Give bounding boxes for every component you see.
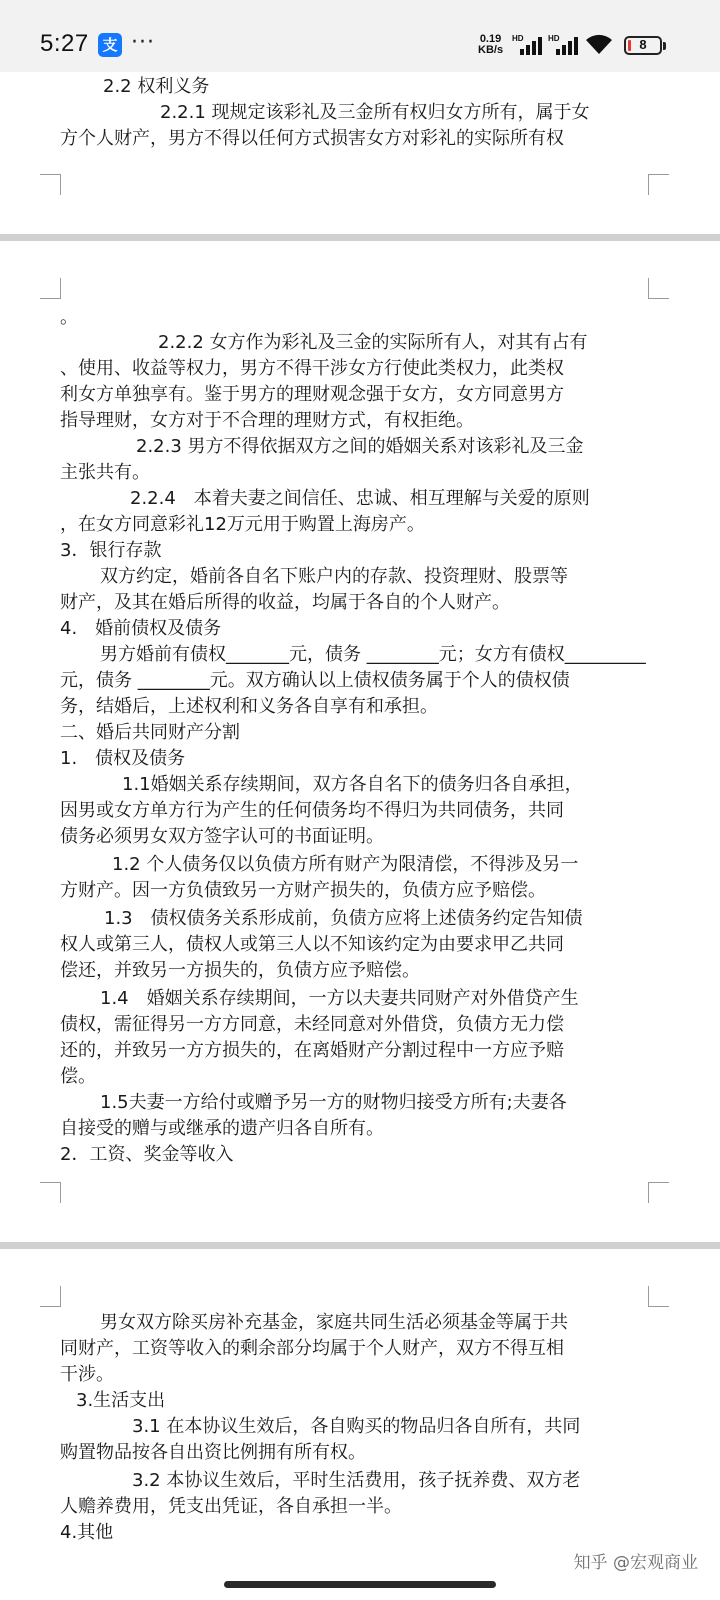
doc-line: 同财产，工资等收入的剩余部分均属于个人财产，双方不得互相	[60, 1338, 564, 1359]
page-margin-corner	[648, 278, 669, 299]
doc-line: 4. 婚前债权及债务	[60, 618, 222, 639]
page-separator	[0, 1242, 720, 1249]
page-margin-corner	[40, 1286, 61, 1307]
doc-line: 因男或女方单方行为产生的任何债务均不得归为共同债务，共同	[60, 800, 564, 821]
doc-line: 2.2 权利义务	[103, 76, 210, 97]
doc-line: 4.其他	[60, 1522, 114, 1543]
signal-label-2: HD	[548, 34, 560, 43]
doc-line: 债务必须男女双方签字认可的书面证明。	[60, 826, 384, 847]
page-margin-corner	[40, 1182, 61, 1203]
doc-line: 偿还，并致另一方损失的，负债方应予赔偿。	[60, 960, 420, 981]
page-margin-corner	[648, 1286, 669, 1307]
doc-line: 指导理财，女方对于不合理的理财方式，有权拒绝。	[60, 410, 474, 431]
doc-line: 二、婚后共同财产分割	[60, 722, 240, 743]
doc-line: 2．工资、奖金等收入	[60, 1144, 234, 1165]
doc-line: 方个人财产，男方不得以任何方式损害女方对彩礼的实际所有权	[60, 128, 564, 149]
page-margin-corner	[648, 1182, 669, 1203]
doc-line: 男女双方除买房补充基金，家庭共同生活必须基金等属于共	[100, 1312, 568, 1333]
doc-line: 方财产。因一方负债致另一方财产损失的，负债方应予赔偿。	[60, 880, 546, 901]
doc-line: 偿。	[60, 1066, 96, 1087]
network-speed-value: 0.19	[479, 33, 502, 45]
doc-line: 2.2.2 女方作为彩礼及三金的实际所有人，对其有占有	[158, 332, 588, 353]
network-speed	[478, 34, 503, 56]
page-margin-corner	[40, 278, 61, 299]
page-separator	[0, 234, 720, 241]
doc-line: 主张共有。	[60, 462, 150, 483]
status-bar	[0, 0, 720, 72]
doc-line: 利女方单独享有。鉴于男方的理财观念强于女方，女方同意男方	[60, 384, 564, 405]
battery-icon	[624, 36, 662, 55]
doc-line: 3.1 在本协议生效后，各自购买的物品归各自所有，共同	[132, 1416, 581, 1437]
alipay-icon: 支	[98, 33, 122, 57]
doc-line: 、使用、收益等权力，男方不得干涉女方行使此类权力，此类权	[60, 358, 564, 379]
signal-label-1: HD	[512, 34, 524, 43]
doc-line: 。	[60, 307, 78, 328]
doc-line: 3．银行存款	[60, 540, 162, 561]
doc-line: 1.5夫妻一方给付或赠予另一方的财物归接受方所有;夫妻各	[100, 1092, 567, 1113]
doc-line: 2.2.1 现规定该彩礼及三金所有权归女方所有，属于女	[160, 102, 590, 123]
doc-line: 自接受的赠与或继承的遗产归各自所有。	[60, 1118, 384, 1139]
network-speed-unit: KB/s	[478, 44, 504, 56]
doc-line: 1.3 债权债务关系形成前，负债方应将上述债务约定告知债	[104, 908, 583, 929]
battery-tip	[663, 42, 666, 50]
doc-line: 人赡养费用，凭支出凭证，各自承担一半。	[60, 1496, 402, 1517]
page-margin-corner	[40, 174, 61, 195]
doc-line: 双方约定，婚前各自名下账户内的存款、投资理财、股票等	[100, 566, 568, 587]
doc-line: 债权，需征得另一方方同意，未经同意对外借贷，负债方无力偿	[60, 1014, 564, 1035]
doc-line: 1.4 婚姻关系存续期间，一方以夫妻共同财产对外借贷产生	[100, 988, 579, 1009]
doc-line: 干涉。	[60, 1364, 114, 1385]
wifi-icon	[584, 32, 614, 60]
doc-line: 男方婚前有债权_______元，债务 ________元；女方有债权_________	[100, 644, 646, 665]
home-indicator[interactable]	[224, 1581, 496, 1588]
doc-line: 1. 债权及债务	[60, 748, 186, 769]
battery-percent: 8	[639, 37, 647, 52]
doc-line: 财产，及其在婚后所得的收益，均属于各自的个人财产。	[60, 592, 510, 613]
doc-line: 3.生活支出	[76, 1390, 166, 1411]
doc-line: 元，债务 ________元。双方确认以上债权债务属于个人的债权债	[60, 670, 570, 691]
doc-line: 还的，并致另一方方损失的，在离婚财产分割过程中一方应予赔	[60, 1040, 564, 1061]
doc-line: 购置物品按各自出资比例拥有所有权。	[60, 1442, 366, 1463]
more-notifications-icon: ···	[131, 30, 155, 55]
status-time: 5:27	[40, 30, 89, 57]
doc-line: 1.2 个人债务仅以负债方所有财产为限清偿，不得涉及另一	[112, 854, 579, 875]
doc-line: 2.2.3 男方不得依据双方之间的婚姻关系对该彩礼及三金	[136, 436, 584, 457]
doc-line: 1.1婚姻关系存续期间，双方各自名下的债务归各自承担，	[122, 774, 583, 795]
doc-line: ，在女方同意彩礼12万元用于购置上海房产。	[60, 514, 425, 535]
doc-line: 3.2 本协议生效后，平时生活费用，孩子抚养费、双方老	[132, 1470, 581, 1491]
doc-line: 权人或第三人，债权人或第三人以不知该约定为由要求甲乙共同	[60, 934, 564, 955]
page-margin-corner	[648, 174, 669, 195]
signal-icon	[512, 34, 546, 60]
signal-icon-2	[548, 34, 582, 60]
watermark: 知乎 @宏观商业	[573, 1553, 698, 1573]
doc-line: 2.2.4 本着夫妻之间信任、忠诚、相互理解与关爱的原则	[130, 488, 590, 509]
doc-line: 务，结婚后，上述权利和义务各自享有和承担。	[60, 696, 438, 717]
